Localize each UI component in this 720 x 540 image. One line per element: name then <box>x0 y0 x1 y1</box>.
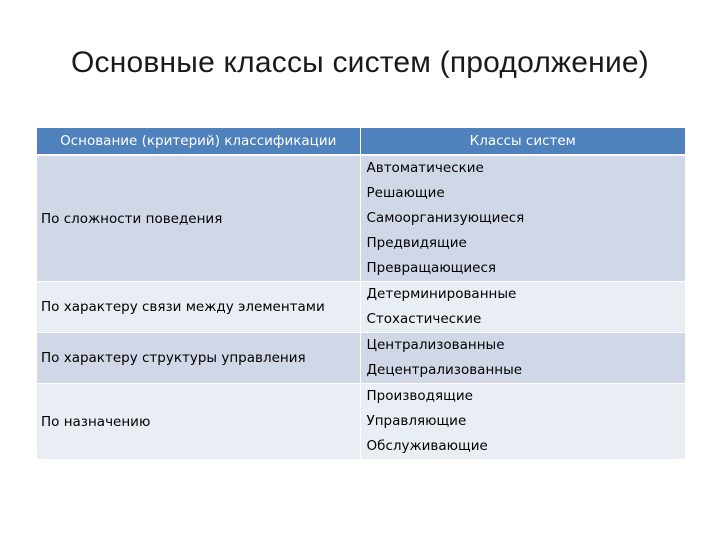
class-item: Управляющие <box>366 413 467 429</box>
classification-table <box>37 128 685 460</box>
slide-title: Основные классы систем (продолжение) <box>71 46 649 79</box>
header-classes: Классы систем <box>360 128 685 155</box>
criterion-cell: По характеру структуры управления <box>37 333 360 384</box>
criterion-cell: По назначению <box>37 384 360 460</box>
class-item: Обслуживающие <box>366 438 488 454</box>
class-item: Автоматические <box>366 160 484 176</box>
class-item: Превращающиеся <box>366 260 497 276</box>
classes-cell <box>360 333 685 384</box>
header-criterion: Основание (критерий) классификации <box>37 128 360 155</box>
classes-cell <box>360 155 685 282</box>
class-item: Самоорганизующиеся <box>366 210 525 226</box>
table-row <box>37 384 685 460</box>
table-row <box>37 333 685 384</box>
classes-cell <box>360 282 685 333</box>
table-header-row <box>37 128 685 155</box>
classes-cell <box>360 384 685 460</box>
table-row <box>37 282 685 333</box>
class-item: Предвидящие <box>366 235 467 251</box>
criterion-cell: По характеру связи между элементами <box>37 282 360 333</box>
criterion-cell: По сложности поведения <box>37 155 360 282</box>
class-item: Детерминированные <box>366 286 517 302</box>
class-item: Решающие <box>366 185 445 201</box>
class-item: Стохастические <box>366 311 482 327</box>
class-item: Централизованные <box>366 337 505 353</box>
class-item: Производящие <box>366 388 473 404</box>
table-row <box>37 155 685 282</box>
class-item: Децентрализованные <box>366 362 523 378</box>
